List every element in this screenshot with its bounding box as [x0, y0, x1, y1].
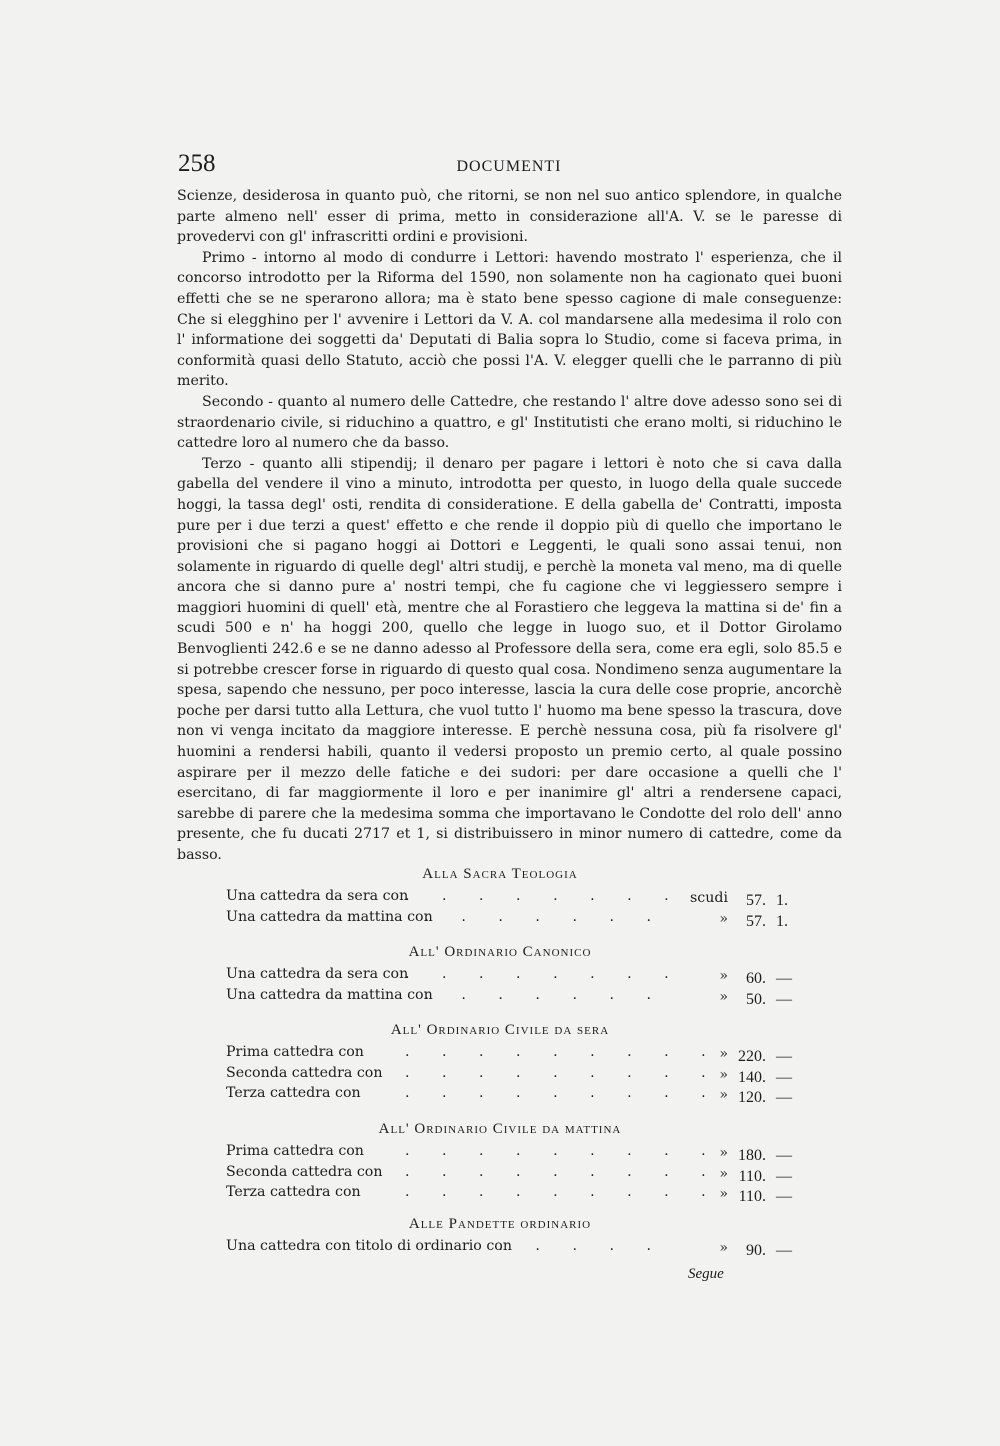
item-amount: 57. — [746, 892, 766, 909]
item-label: Prima cattedra con — [226, 1143, 364, 1159]
paragraph-1: Scienze, desiderosa in quanto può, che ritorni, se non nel suo antico splendore, in qualche parte almeno nell' esser di prima, metto in considerazione all'A. V. se le paresse di provedervi con gl' infrascritti ordini e provisioni. — [177, 188, 842, 246]
item-amount: 90. — [746, 1242, 766, 1259]
list-item — [0, 888, 1000, 909]
list-item — [0, 966, 1000, 987]
section-title: All' Ordinario Civile da mattina — [378, 1121, 622, 1137]
section-civile-sera — [0, 1022, 1000, 1106]
item-unit: scudi — [690, 890, 728, 906]
leader-dots: . . . . . . . — [424, 908, 665, 925]
list-item — [0, 1065, 1000, 1086]
page-number: 258 — [178, 150, 216, 177]
item-amount: 120. — [738, 1089, 766, 1107]
item-fraction: 1. — [776, 892, 788, 909]
item-unit: » — [719, 1240, 728, 1256]
item-label: Terza cattedra con — [226, 1085, 361, 1102]
item-fraction: — — [776, 990, 792, 1008]
item-amount: 140. — [738, 1068, 766, 1086]
page-header — [178, 150, 840, 184]
item-fraction: — — [776, 970, 792, 987]
paragraph-terzo: Terzo - quanto alli stipendij; il denaro per pagare i lettori è noto che si cava dalla gabella del vendere il vino a minuto, introdotta per questo, in luogo della quale succede hoggi, la tassa degl' osti, rendita di consideratione. E della gabella de' Contratti, imposta pure per i due terzi a quest' effetto e che rende il doppio più di quello che importano le provisioni che si pagano hoggi ai Dottori e Leggenti, le quali sono assai tenui, non solamente in riguardo di quelle degl' altri studij, e perchè la moneta val meno, ma di quelle ancora che si danno pure a' nostri tempi, che fu cagione che vi leggiessero sempre i maggiori huomini di quell' età, mentre che al Forastiero che leggeva la mattina si de' fin a scudi 500 e n' ha hoggi 200, quello che legge in luogo suo, et il Dottor Girolamo Benvoglienti 242.6 e se ne danno adesso al Professore della sera, come era egli, solo 85.5 e si potrebbe crescer forse in riguardo di questo qual cosa. Nondimeno senza augumentare la spesa, sapendo che nessuno, per poco interesse, lascia la cura delle cose proprie, ancorchè poche per darsi tutto alla Lettura, che vuol tutto l' huomo ma bene spesso la trascura, dove non vi venga incitato da maggiore interesse. E perchè nessuna cosa, più fa risolvere gl' huomini a rendersi habili, quanto il vedersi proposto un premio certo, al quale possino aspirare per il mezzo delle fatiche e dei sudori: per dare occasione a quelli che l' esercitano, di far maggiormente il loro e per inanimire gl' altri a rendersene capaci, sarebbe di parere che la medesima somma che importavano le Condotte del rolo dell' anno presente, che fu ducati 2717 et 1, si distribuissero in minor numero di cattedre, come da basso. — [177, 455, 842, 863]
item-amount: 50. — [746, 990, 766, 1008]
section-ordinario-canonico — [0, 944, 1000, 1007]
leader-dots: . . . . . — [498, 1238, 665, 1254]
leader-dots: . . . . . . . . . — [405, 1163, 720, 1180]
item-label: Una cattedra da mattina con — [226, 986, 433, 1003]
item-fraction: — — [776, 1147, 792, 1164]
leader-dots: . . . . . . . . . — [405, 1064, 720, 1081]
section-pandette — [0, 1216, 1000, 1259]
list-item — [0, 1143, 1000, 1164]
item-unit: » — [719, 988, 728, 1005]
leader-dots: . . . . . . . . — [405, 888, 683, 904]
item-unit: » — [719, 1145, 728, 1161]
item-unit: » — [719, 1066, 728, 1083]
list-item — [0, 1085, 1000, 1106]
section-sacra-teologia — [0, 866, 1000, 929]
item-fraction: — — [776, 1048, 792, 1065]
section-title: Alle Pandette ordinario — [408, 1216, 592, 1232]
item-label: Seconda cattedra con — [226, 1163, 383, 1180]
item-label: Una cattedra da sera con — [226, 888, 409, 904]
item-label: Terza cattedra con — [226, 1184, 361, 1201]
item-unit: » — [719, 1186, 728, 1203]
item-unit: » — [719, 1046, 728, 1062]
paragraph-primo: Primo - intorno al modo di condurre i Lettori: havendo mostrato l' esperienza, che il concorso introdotto per la Riforma del 1590, non solamente non ha cagionato quei buoni effetti che se ne sperarono allora; ma è stato bene spesso cagione di male conseguenze: Che si elegghino per l' avvenire i Lettori da V. A. col mandarsene alla medesima il rolo con l' informatione dei soggetti da' Deputati di Balia sopra lo Studio, come si faceva prima, in conformità quasi dello Statuto, acciò che possi l'A. V. elegger quelli che le parranno di più merito. — [177, 249, 842, 390]
list-item — [0, 1184, 1000, 1205]
list-item — [0, 1044, 1000, 1065]
list-item — [0, 909, 1000, 930]
item-label: Prima cattedra con — [226, 1044, 364, 1060]
item-label: Seconda cattedra con — [226, 1064, 383, 1081]
item-fraction: — — [776, 1167, 792, 1185]
item-amount: 110. — [738, 1188, 766, 1206]
item-unit: » — [719, 910, 728, 927]
running-head: DOCUMENTI — [456, 158, 562, 175]
leader-dots: . . . . . . . — [424, 986, 665, 1003]
item-label: Una cattedra da mattina con — [226, 908, 433, 925]
item-label: Una cattedra con titolo di ordinario con — [226, 1238, 512, 1254]
leader-dots: . . . . . . . . — [405, 966, 683, 982]
item-amount: 60. — [746, 970, 766, 987]
item-fraction: — — [776, 1089, 792, 1107]
item-amount: 57. — [746, 912, 766, 930]
item-fraction: — — [776, 1188, 792, 1206]
item-label: Una cattedra da sera con — [226, 966, 409, 982]
catchword-segue: Segue — [688, 1266, 724, 1282]
item-fraction: — — [776, 1242, 792, 1259]
leader-dots: . . . . . . . . . — [405, 1085, 720, 1102]
section-title: All' Ordinario Civile da sera — [390, 1022, 610, 1038]
leader-dots: . . . . . . . . . — [405, 1044, 720, 1060]
item-unit: » — [719, 1087, 728, 1104]
leader-dots: . . . . . . . . . — [405, 1143, 720, 1159]
section-title: All' Ordinario Canonico — [408, 944, 592, 960]
list-item — [0, 1238, 1000, 1259]
item-amount: 110. — [738, 1167, 766, 1185]
section-title: Alla Sacra Teologia — [422, 866, 578, 882]
body-text — [177, 186, 842, 866]
item-unit: » — [719, 1165, 728, 1182]
item-fraction: — — [776, 1068, 792, 1086]
leader-dots: . . . . . . . . . — [405, 1184, 720, 1201]
section-civile-mattina — [0, 1121, 1000, 1205]
list-item — [0, 1164, 1000, 1185]
item-fraction: 1. — [776, 912, 788, 930]
list-item — [0, 987, 1000, 1008]
item-amount: 180. — [738, 1147, 766, 1164]
paragraph-secondo: Secondo - quanto al numero delle Cattedre, che restando l' altre dove adesso sono sei di straordenario civile, si riduchino a quattro, e gl' Institutisti che erano molti, si riduchino le cattedre loro al numero che da basso. — [177, 393, 842, 452]
item-amount: 220. — [738, 1048, 766, 1065]
item-unit: » — [719, 968, 728, 984]
